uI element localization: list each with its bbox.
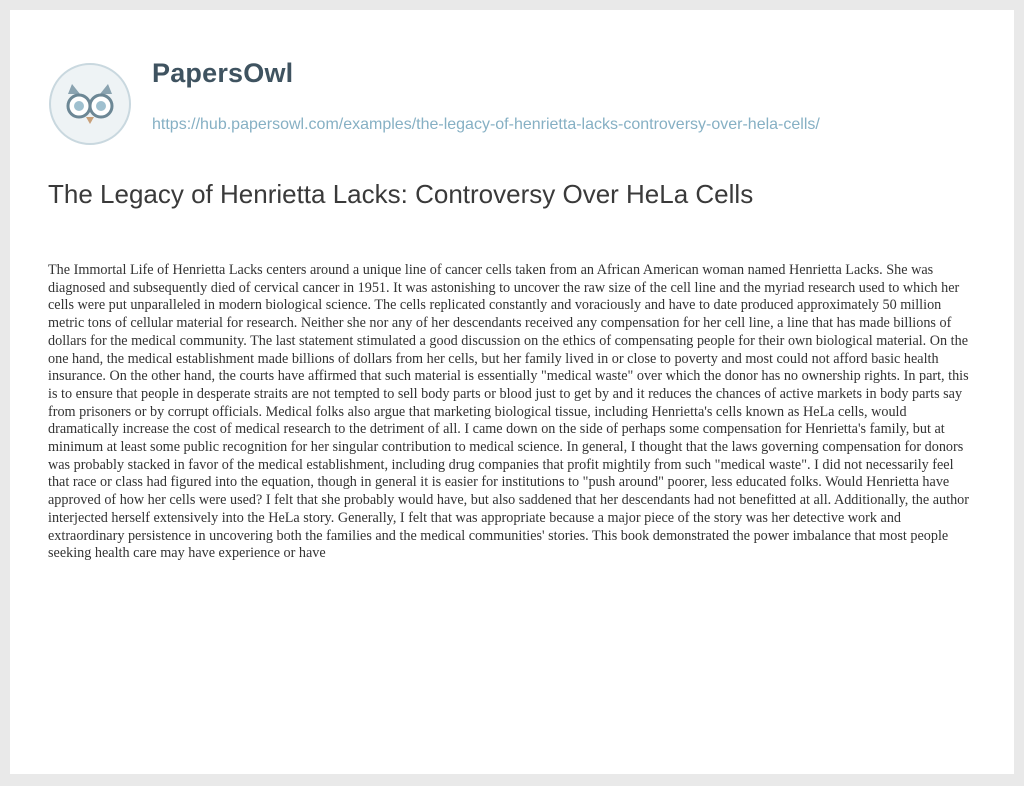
document-body: The Immortal Life of Henrietta Lacks centers around a unique line of cancer cells taken from an African American woman named Henrietta Lacks. She was diagnosed and subsequently died of cervical cancer in 1951. It was astonishing to uncover the raw size of the cell line and the myriad research used to which her cells were put unparalleled in modern biological science. The cells replicated constantly and voraciously and have to date produced approximately 50 million metric tons of cellular material for research. Neither she nor any of her descendants received any compensation for her cell line, a line that has made billions of dollars for the medical community. The last statement stimulated a good discussion on the ethics of compensating people for their own biological material. On the one hand, the medical establishment made billions of dollars from her cells, but her family lived in or close to poverty and most could not afford basic health insurance. On the other hand, the courts have affirmed that such material is essentially "medical waste" over which the donor has no ownership rights. In part, this is to ensure that people in desperate straits are not tempted to sell body parts or blood just to get by and it reduces the chances of active markets in body parts say from prisoners or by corrupt officials. Medical folks also argue that marketing biological tissue, including Henrietta's cells known as HeLa cells, would dramatically increase the cost of medical research to the detriment of all. I came down on the side of perhaps some compensation for Henrietta's family, but at minimum at least some public recognition for her singular contribution to medical science. In general, I thought that the laws governing compensation for donors was probably stacked in favor of the medical establishment, including drug companies that profit mightily from such "medical waste". I did not necessarily feel that race or class had figured into the equation, though in general it is easier for institutions to "push around" poorer, less educated folks. Would Henrietta have approved of how her cells were used? I felt that she probably would have, but also saddened that her descendants had not benefitted at all. Additionally, the author interjected herself extensively into the HeLa story. Generally, I felt that was appropriate because a major piece of the story was her detective work and extraordinary persistence in uncovering both the families and the medical communities' stories. This book demonstrated the power imbalance that most people seeking health care may have experience or have bbox=[48, 262, 969, 562]
document-header bbox=[48, 32, 988, 162]
brand-name[interactable]: PapersOwl bbox=[152, 58, 294, 88]
document-page bbox=[10, 10, 1014, 774]
document-title: The Legacy of Henrietta Lacks: Controversy Over HeLa Cells bbox=[48, 179, 754, 209]
owl-logo-icon bbox=[48, 62, 132, 146]
source-url-link[interactable]: https://hub.papersowl.com/examples/the-legacy-of-henrietta-lacks-controversy-over-hela-cells/ bbox=[152, 116, 820, 133]
